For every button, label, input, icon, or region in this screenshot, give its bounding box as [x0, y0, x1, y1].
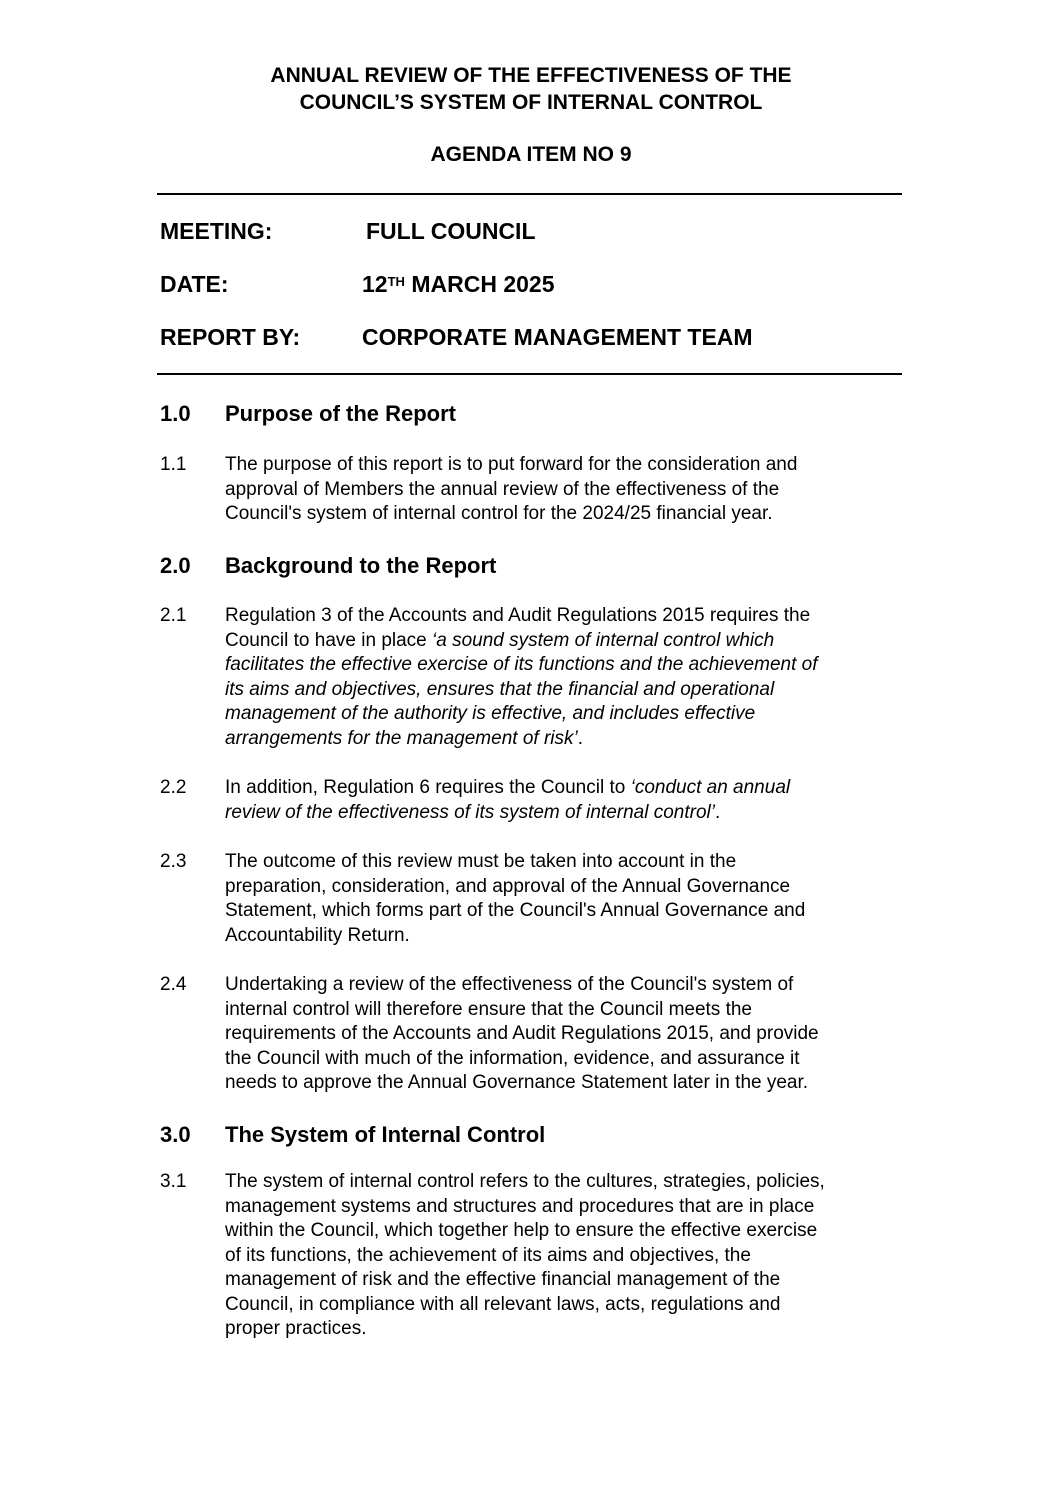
report-title-line-2: COUNCIL’S SYSTEM OF INTERNAL CONTROL: [299, 91, 763, 114]
para-line: requirements of the Accounts and Audit Regulations 2015, and provide: [225, 1023, 819, 1044]
para-line: internal control will therefore ensure that the Council meets the: [225, 998, 752, 1020]
para-line: The system of internal control refers to the cultures, strategies, policies,: [225, 1171, 825, 1192]
para-line-end: .: [715, 801, 721, 823]
para-line: The outcome of this review must be taken into account in the: [225, 851, 737, 872]
para-line: approval of Members the annual review of the effectiveness of the: [225, 478, 780, 500]
agenda-item: AGENDA ITEM NO 9: [430, 143, 632, 166]
para-2-4-text: [225, 973, 905, 1096]
para-line-quote: [225, 653, 905, 678]
meeting-label: MEETING:: [160, 218, 273, 244]
section-3-number: 3.0: [160, 1122, 191, 1147]
para-3-1-text: [225, 1170, 905, 1342]
para-line-quote: ‘a sound system of internal control which: [432, 629, 775, 651]
para-line-quote: [225, 801, 905, 826]
para-line: proper practices.: [225, 1318, 367, 1339]
para-line: needs to approve the Annual Governance Statement later in the year.: [225, 1072, 809, 1093]
meeting-value: FULL COUNCIL: [366, 218, 536, 244]
para-line: within the Council, which together help to ensure the effective exercise: [225, 1220, 818, 1241]
para-2-1-number: 2.1: [160, 605, 187, 626]
report-title-line-1: ANNUAL REVIEW OF THE EFFECTIVENESS OF THE: [270, 64, 792, 87]
para-1-1-text: [225, 453, 905, 527]
para-line: management of risk and the effective financial management of the: [225, 1269, 781, 1290]
para-line-quote: [225, 727, 905, 752]
quote-text: facilitates the effective exercise of its functions and the achievement of: [225, 654, 818, 675]
para-1-1-number: 1.1: [160, 454, 187, 475]
para-line: Undertaking a review of the effectiveness of the Council's system of: [225, 974, 794, 995]
quote-text: review of the effectiveness of its system of internal control’: [225, 801, 715, 823]
para-line-quote: [225, 678, 905, 703]
para-2-2-text: [225, 776, 905, 825]
para-line: Council's system of internal control for the 2024/25 financial year.: [225, 503, 773, 524]
date-label: DATE:: [160, 271, 229, 297]
date-rest: MARCH 2025: [404, 271, 555, 297]
para-line: [225, 629, 905, 654]
para-line: of its functions, the achievement of its aims and objectives, the: [225, 1244, 751, 1266]
para-line: Statement, which forms part of the Council's Annual Governance and: [225, 900, 806, 921]
para-line: The purpose of this report is to put forward for the consideration and: [225, 454, 798, 475]
para-line: Regulation 3 of the Accounts and Audit Regulations 2015 requires the: [225, 605, 811, 626]
divider-bottom: [157, 373, 902, 375]
para-line: [225, 776, 905, 801]
section-1-number: 1.0: [160, 401, 191, 426]
date-value: [362, 270, 554, 298]
section-3-heading: The System of Internal Control: [225, 1122, 546, 1147]
para-line: Council, in compliance with all relevant laws, acts, regulations and: [225, 1293, 781, 1315]
date-day: 12: [362, 271, 388, 297]
para-2-3-number: 2.3: [160, 851, 187, 872]
para-2-3-text: [225, 850, 905, 948]
para-line-quote: ‘conduct an annual: [630, 777, 791, 798]
divider-top: [157, 193, 902, 195]
quote-text: arrangements for the management of risk’: [225, 727, 578, 749]
date-suffix: TH: [387, 274, 405, 289]
para-3-1-number: 3.1: [160, 1171, 187, 1192]
para-line-quote: [225, 702, 905, 727]
report-by-label: REPORT BY:: [160, 324, 301, 350]
para-2-1-text: [225, 604, 905, 751]
para-line-plain: Council to have in place: [225, 629, 433, 651]
para-2-4-number: 2.4: [160, 974, 187, 995]
para-line-end: .: [577, 727, 584, 749]
para-2-2-number: 2.2: [160, 777, 187, 798]
section-2-number: 2.0: [160, 553, 191, 578]
para-line: management systems and structures and procedures that are in place: [225, 1195, 815, 1217]
para-line: Accountability Return.: [225, 924, 410, 946]
para-line: the Council with much of the information, evidence, and assurance it: [225, 1047, 800, 1069]
report-by-value: CORPORATE MANAGEMENT TEAM: [362, 324, 753, 350]
quote-text: management of the authority is effective, and includes effective: [225, 703, 756, 724]
quote-text: its aims and objectives, ensures that the financial and operational: [225, 678, 775, 700]
para-line-plain: In addition, Regulation 6 requires the Council to: [225, 777, 631, 798]
para-line: preparation, consideration, and approval of the Annual Governance: [225, 875, 791, 897]
section-2-heading: Background to the Report: [225, 553, 497, 578]
section-1-heading: Purpose of the Report: [225, 401, 457, 426]
